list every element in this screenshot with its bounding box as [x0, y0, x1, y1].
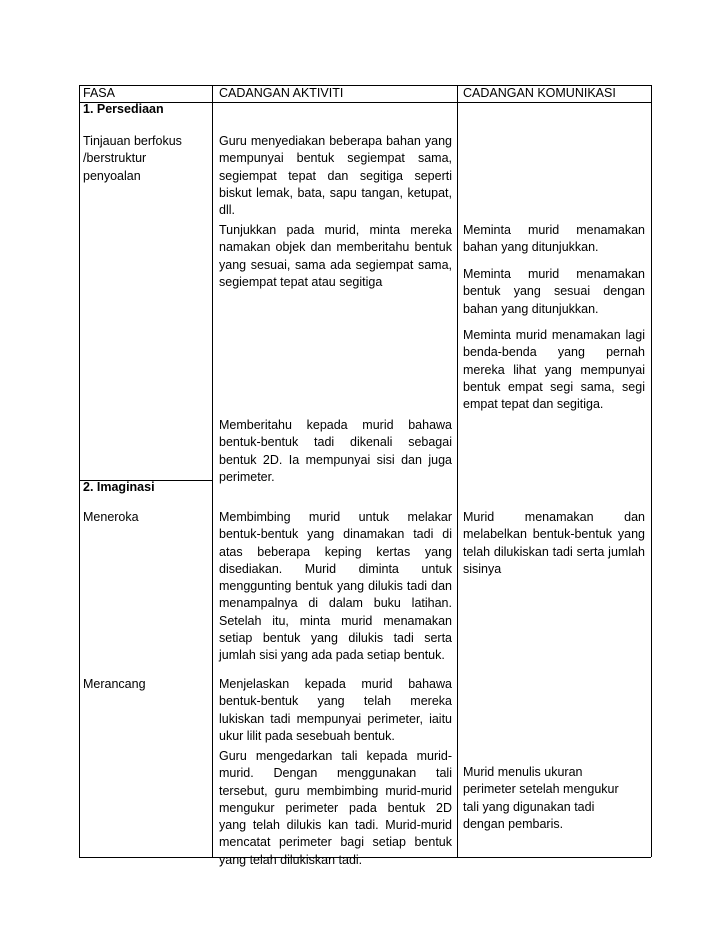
- communication-text: Murid menamakan dan melabelkan bentuk-bentuk yang telah dilukiskan tadi serta jumlah sisinya: [463, 510, 645, 576]
- activity-text: Tunjukkan pada murid, minta mereka namakan objek dan memberitahu bentuk yang sesuai, sama ada segiempat sama, segiempat tepat atau segitiga: [219, 223, 452, 289]
- header-bottom-border: [79, 102, 651, 103]
- table-left-border: [79, 85, 80, 857]
- section-title-persediaan: 1. Persediaan: [83, 102, 164, 116]
- communication-text: Meminta murid menamakan bahan yang ditunjukkan.: [463, 223, 645, 255]
- section-title-imaginasi: 2. Imaginasi: [83, 480, 155, 494]
- activity-text: Memberitahu kepada murid bahawa bentuk-bentuk tadi dikenali sebagai bentuk 2D. Ia mempunyai sisi dan juga perimeter.: [219, 418, 452, 484]
- header-cadangan-komunikasi: CADANGAN KOMUNIKASI: [463, 86, 616, 100]
- communication-text: Murid menulis ukuran perimeter setelah mengukur tali yang digunakan tadi dengan pembaris.: [463, 765, 619, 831]
- communication-text: Meminta murid menamakan lagi benda-benda yang pernah mereka lihat yang mempunyai bentuk empat segi sama, segi empat tepat dan segitiga.: [463, 328, 645, 412]
- activity-text: Menjelaskan kepada murid bahawa bentuk-bentuk yang telah mereka lukiskan tadi mempunyai perimeter, iaitu ukur lilit pada sesebuah bentuk.: [219, 677, 452, 743]
- phase-label-tinjauan: Tinjauan berfokus /berstruktur penyoalan: [83, 134, 182, 183]
- activity-text: Membimbing murid untuk melakar bentuk-bentuk yang dinamakan tadi di atas beberapa keping kertas yang disediakan. Murid diminta untuk menggunting bentuk yang dilukis tadi dan menampalnya di dalam buku latihan. Setelah itu, minta murid menamakan setiap bentuk yang dilukis tadi serta jumlah sisi yang ada pada setiap bentuk.: [219, 510, 452, 663]
- header-cadangan-aktiviti: CADANGAN AKTIVITI: [219, 86, 344, 100]
- communication-text: Meminta murid menamakan bentuk yang sesuai dengan bahan yang ditunjukkan.: [463, 267, 645, 316]
- column-divider-1: [212, 85, 213, 857]
- activity-text: Guru menyediakan beberapa bahan yang mempunyai bentuk segiempat sama, segiempat tepat dan segitiga seperti biskut lemak, bata, sapu tangan, ketupat, dll.: [219, 134, 452, 218]
- phase-label-meneroka: Meneroka: [83, 510, 139, 524]
- table-right-border: [651, 85, 652, 857]
- phase-label-merancang: Merancang: [83, 677, 146, 691]
- column-divider-2: [457, 85, 458, 857]
- activity-text: Guru mengedarkan tali kepada murid-murid. Dengan menggunakan tali tersebut, guru membimbing murid-murid mengukur perimeter pada bentuk 2D yang telah dilukis kan tadi. Murid-murid mencatat perimeter bagi setiap bentuk yang telah dilukiskan tadi.: [219, 749, 452, 867]
- header-fasa: FASA: [83, 86, 115, 100]
